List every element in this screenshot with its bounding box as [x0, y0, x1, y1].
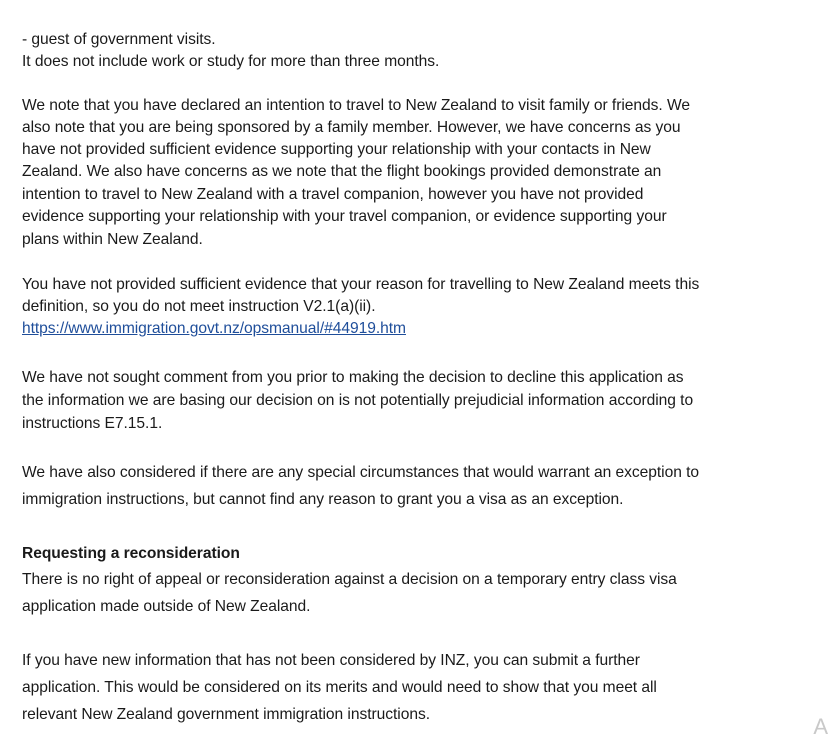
- text-line: If you have new information that has not been considered by INZ, you can submit a further: [22, 652, 640, 669]
- opsmanual-link[interactable]: https://www.immigration.govt.nz/opsmanual/#44919.htm: [22, 320, 406, 337]
- text-line: - guest of government visits.: [22, 31, 216, 48]
- text-line: You have not provided sufficient evidence that your reason for travelling to New Zealand meets this: [22, 276, 700, 293]
- text-line: plans within New Zealand.: [22, 231, 203, 248]
- section-heading: Requesting a reconsideration: [22, 545, 240, 562]
- text-line: Zealand. We also have concerns as we note that the flight bookings provided demonstrate an: [22, 163, 662, 180]
- text-line: immigration instructions, but cannot find any reason to grant you a visa as an exception.: [22, 491, 624, 508]
- text-line: We have also considered if there are any special circumstances that would warrant an exception to: [22, 464, 700, 481]
- text-line: We have not sought comment from you prior to making the decision to decline this application as: [22, 369, 684, 386]
- text-line: application. This would be considered on its merits and would need to show that you meet all: [22, 679, 657, 696]
- text-line: application made outside of New Zealand.: [22, 598, 311, 615]
- corner-a-glyph: A: [813, 714, 828, 739]
- text-line: also note that you are being sponsored by a family member. However, we have concerns as you: [22, 119, 681, 136]
- text-line: relevant New Zealand government immigration instructions.: [22, 706, 430, 723]
- text-line: evidence supporting your relationship with your travel companion, or evidence supporting your: [22, 208, 667, 225]
- text-line: have not provided sufficient evidence supporting your relationship with your contacts in New: [22, 141, 651, 158]
- text-line: the information we are basing our decision on is not potentially prejudicial information according to: [22, 392, 694, 409]
- text-line: instructions E7.15.1.: [22, 415, 163, 432]
- text-line: There is no right of appeal or reconsideration against a decision on a temporary entry class visa: [22, 571, 677, 588]
- text-line: We note that you have declared an intention to travel to New Zealand to visit family or friends. We: [22, 97, 690, 114]
- text-line: definition, so you do not meet instruction V2.1(a)(ii).: [22, 298, 376, 315]
- text-line: It does not include work or study for more than three months.: [22, 53, 440, 70]
- text-line: intention to travel to New Zealand with a travel companion, however you have not provided: [22, 186, 644, 203]
